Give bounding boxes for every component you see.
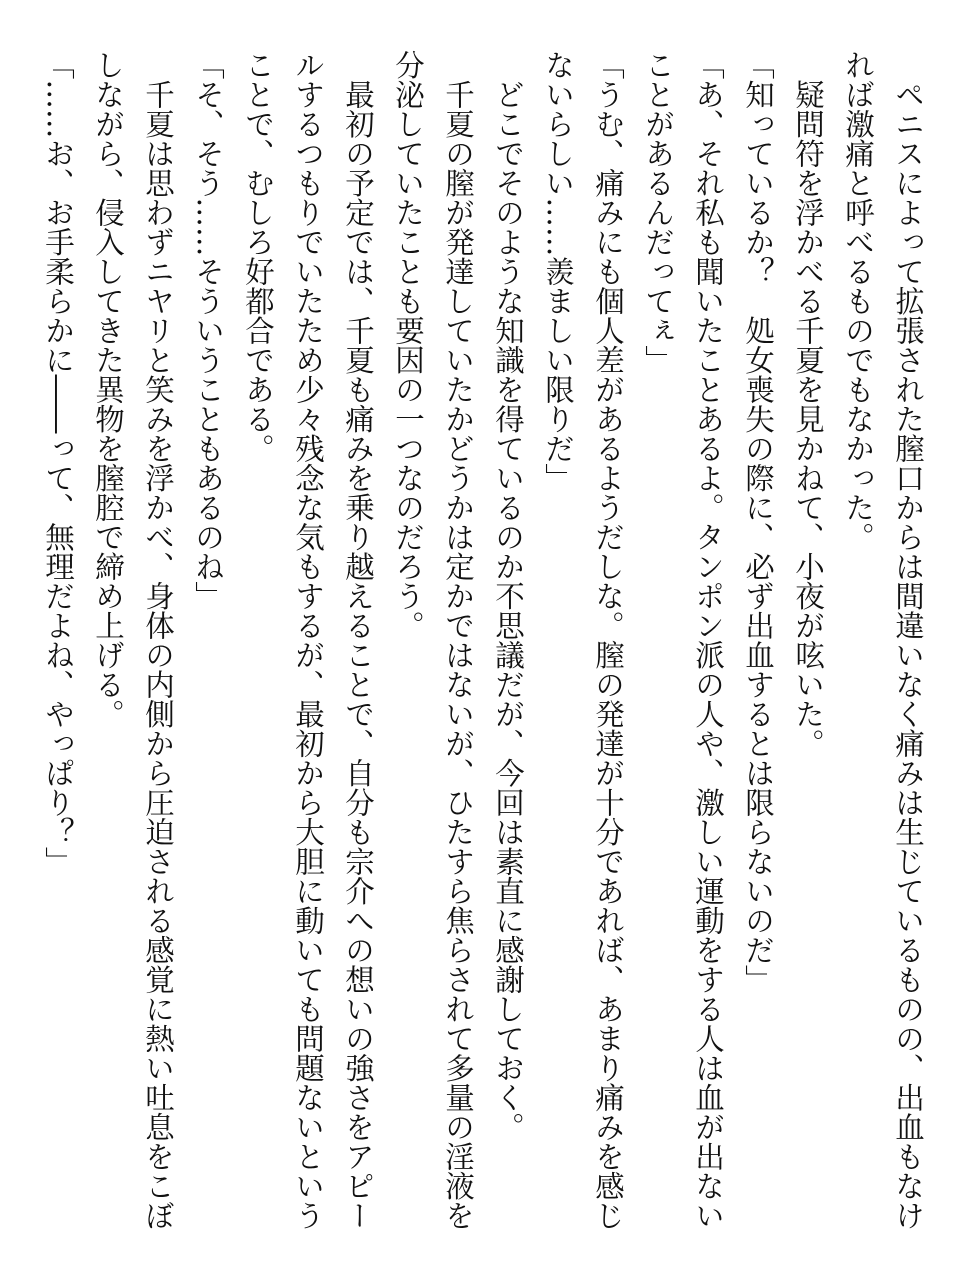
text-line-9: どこでそのような知識を得ているのか不思議だが、今回は素直に感謝しておく。	[491, 50, 525, 1142]
text-line-17: しながら、侵入してきた異物を膣腔で締め上げる。	[91, 50, 125, 729]
text-line-8: ないらしい……羨ましい限りだ」	[541, 50, 575, 493]
text-line-5: 「あ、それ私も聞いたことあるよ。タンポン派の人や、激しい運動をする人は血が出ない	[691, 50, 725, 1230]
text-line-1: ペニスによって拡張された膣口からは間違いなく痛みは生じているものの、出血もなけ	[891, 50, 925, 1230]
text-line-10: 千夏の膣が発達していたかどうかは定かではないが、ひたすら焦らされて多量の淫液を	[441, 50, 475, 1230]
text-line-2: れば激痛と呼べるものでもなかった。	[841, 50, 875, 552]
text-line-13: ルするつもりでいたため少々残念な気もするが、最初から大胆に動いても問題ないという	[291, 50, 325, 1230]
text-line-11: 分泌していたことも要因の一つなのだろう。	[391, 50, 425, 640]
text-line-4: 「知っているか？ 処女喪失の際に、必ず出血するとは限らないのだ」	[741, 50, 775, 994]
text-line-7: 「うむ、痛みにも個人差があるようだしな。膣の発達が十分であれば、あまり痛みを感じ	[591, 50, 625, 1230]
text-line-6: ことがあるんだってぇ」	[641, 50, 675, 375]
text-line-3: 疑問符を浮かべる千夏を見かねて、小夜が呟いた。	[791, 50, 825, 758]
text-line-14: ことで、むしろ好都合である。	[241, 50, 275, 463]
text-line-15: 「そ、そう……そういうこともあるのね」	[191, 50, 225, 611]
text-line-16: 千夏は思わずニヤリと笑みを浮かべ、身体の内側から圧迫される感覚に熱い吐息をこぼ	[141, 50, 175, 1230]
text-line-18: 「……お、お手柔らかに――って、無理だよね、やっぱり？」	[41, 50, 75, 876]
text-line-12: 最初の予定では、千夏も痛みを乗り越えることで、自分も宗介への想いの強さをアピー	[341, 50, 375, 1230]
